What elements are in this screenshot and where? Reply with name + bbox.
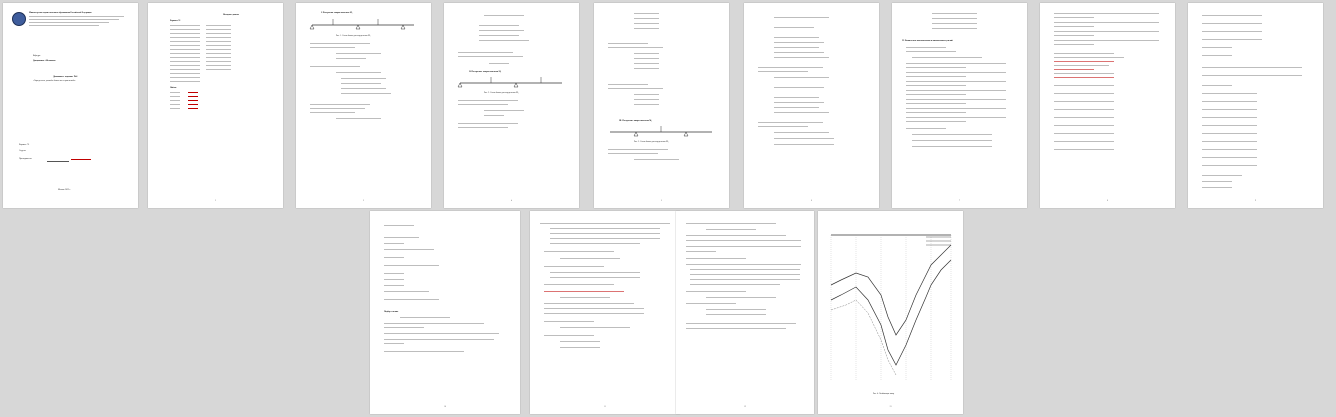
- equation: [1202, 15, 1262, 16]
- equation: [774, 97, 819, 98]
- equation: [932, 23, 977, 24]
- equation: [706, 314, 766, 315]
- given-row: [206, 61, 231, 62]
- section-heading: I. Построение эпюры моментов M₁: [321, 12, 353, 14]
- given-row: [206, 49, 231, 50]
- equation: [1202, 31, 1262, 32]
- document-page-12: [676, 211, 814, 414]
- text-line: [544, 303, 634, 304]
- equation: [384, 273, 404, 274]
- equation: [932, 18, 977, 19]
- equation: [634, 68, 659, 69]
- text-line: [608, 84, 648, 85]
- page-number: 5: [661, 200, 662, 202]
- equation: [1202, 109, 1257, 110]
- document-page-1: [3, 3, 138, 208]
- text-line: [384, 237, 419, 238]
- answer-line: [686, 323, 796, 324]
- find-row-highlight: [188, 100, 198, 101]
- given-row: [170, 73, 200, 74]
- given-row: [170, 81, 200, 82]
- equation: [1202, 23, 1262, 24]
- page-number: 6: [811, 200, 812, 202]
- answer-line: [686, 328, 786, 329]
- equation: [550, 243, 640, 244]
- equation: [774, 77, 829, 78]
- page-number: 3: [363, 200, 364, 202]
- city-year: Москва 2022 г.: [58, 189, 71, 191]
- equation: [906, 90, 1006, 91]
- university-logo: [12, 12, 26, 26]
- given-row: [170, 53, 200, 54]
- equation: [906, 117, 1006, 118]
- given-row: [206, 25, 231, 26]
- document-page-7: [892, 3, 1027, 208]
- department-name: Кафедра: [33, 55, 41, 57]
- given-row: [206, 33, 231, 34]
- equation: [774, 17, 829, 18]
- text-line: [544, 251, 614, 252]
- text-line: [608, 43, 648, 44]
- text-line: [458, 127, 508, 128]
- equation: [774, 37, 819, 38]
- equation: [550, 233, 660, 234]
- find-row-highlight: [188, 104, 198, 105]
- text-line: [906, 121, 966, 122]
- find-row: [170, 92, 180, 93]
- equation: [706, 309, 766, 310]
- text-line: [686, 235, 786, 236]
- equation: [550, 238, 660, 239]
- equation: [634, 63, 659, 64]
- equation: [932, 13, 977, 14]
- equation: [774, 57, 829, 58]
- text-line-highlight: [1054, 69, 1094, 70]
- organization-name: Министерство науки и высшего образования Российской Федерации: [29, 12, 92, 14]
- equation: [1054, 93, 1114, 94]
- equation: [1202, 75, 1302, 76]
- text-line-highlight: [544, 291, 624, 292]
- equation: [686, 251, 716, 252]
- equation: [1054, 40, 1159, 41]
- figure-caption: Рис. 4. Огибающая эпюр: [873, 393, 895, 395]
- equation: [774, 144, 834, 145]
- given-row: [206, 45, 231, 46]
- text-line: [608, 153, 658, 154]
- equation: [384, 339, 494, 340]
- text-line: [458, 104, 508, 105]
- text-line: [686, 303, 736, 304]
- text-line: [1202, 175, 1242, 176]
- equation: [560, 297, 610, 298]
- text-line: [458, 100, 518, 101]
- equation: [1202, 125, 1257, 126]
- equation: [479, 25, 519, 26]
- equation: [1202, 187, 1232, 188]
- given-heading: Исходные данные: [223, 14, 240, 16]
- beam-diagram: [456, 76, 566, 90]
- equation: [1202, 133, 1257, 134]
- find-row-highlight: [188, 92, 198, 93]
- page-number: 2: [215, 200, 216, 202]
- equation: [560, 327, 630, 328]
- equation: [686, 264, 801, 265]
- text-line: [1054, 44, 1094, 45]
- equation: [912, 146, 992, 147]
- equation: [774, 87, 824, 88]
- figure-caption: Рис. 1. Схема балки для определения M₁: [336, 35, 371, 37]
- equation: [1054, 109, 1114, 110]
- equation: [634, 23, 659, 24]
- equation: [1202, 157, 1257, 158]
- equation: [540, 223, 670, 224]
- equation: [400, 317, 450, 318]
- text-line: [310, 47, 355, 48]
- text-line: [906, 67, 966, 68]
- given-row: [170, 65, 200, 66]
- equation: [479, 40, 529, 41]
- equation: [932, 28, 977, 29]
- text-line: [458, 52, 513, 53]
- envelope-diagram: [826, 225, 956, 390]
- find-row: [170, 104, 180, 105]
- equation: [774, 112, 829, 113]
- equation: [774, 42, 824, 43]
- equation: [384, 249, 434, 250]
- document-page-6: [744, 3, 879, 208]
- find-row: [170, 96, 180, 97]
- document-page-13: [818, 211, 963, 414]
- text-line: [29, 16, 124, 17]
- equation: [906, 108, 1006, 109]
- equation: [690, 284, 780, 285]
- equation: [1054, 141, 1114, 142]
- equation: [1202, 85, 1232, 86]
- given-row: [206, 57, 231, 58]
- equation: [336, 53, 381, 54]
- equation: [912, 140, 992, 141]
- given-row: [170, 29, 200, 30]
- equation: [774, 52, 824, 53]
- document-page-3: [296, 3, 431, 208]
- beam-diagram: [308, 18, 418, 32]
- text-line: [29, 22, 109, 23]
- given-row: [170, 61, 200, 62]
- equation: [341, 93, 391, 94]
- page-number: 8: [1107, 200, 1108, 202]
- equation: [1054, 149, 1114, 150]
- text-line-highlight: [1054, 61, 1114, 62]
- text-line-highlight: [1054, 77, 1114, 78]
- equation: [634, 159, 679, 160]
- equation: [686, 240, 801, 241]
- equation: [384, 243, 404, 244]
- equation: [484, 15, 524, 16]
- equation: [1054, 31, 1159, 32]
- equation: [550, 277, 640, 278]
- equation: [1202, 93, 1257, 94]
- text-line: [384, 323, 484, 324]
- text-line: [758, 126, 808, 127]
- equation: [1054, 117, 1114, 118]
- text-line: [310, 43, 370, 44]
- page-number: 13: [889, 406, 892, 408]
- given-row: [170, 57, 200, 58]
- given-row: [206, 29, 231, 30]
- text-line: [1054, 53, 1114, 54]
- text-line: [906, 76, 966, 77]
- equation: [1054, 133, 1114, 134]
- equation: [906, 99, 1006, 100]
- equation: [336, 72, 381, 73]
- equation: [774, 102, 824, 103]
- teacher-name: [71, 159, 91, 160]
- equation: [1202, 141, 1257, 142]
- text-line: [608, 47, 663, 48]
- given-row: [170, 69, 200, 70]
- equation: [706, 229, 756, 230]
- equation: [1202, 39, 1262, 40]
- equation: [1202, 117, 1257, 118]
- document-page-4: [444, 3, 579, 208]
- document-page-9: [1188, 3, 1323, 208]
- equation: [912, 57, 982, 58]
- text-line: [906, 85, 966, 86]
- text-line: [544, 266, 604, 267]
- given-row: [170, 49, 200, 50]
- given-row: [170, 41, 200, 42]
- equation: [1202, 165, 1257, 166]
- equation: [912, 134, 992, 135]
- find-label: Найти:: [170, 87, 177, 89]
- document-page-5: [594, 3, 729, 208]
- equation: [1202, 101, 1257, 102]
- section-heading: II. Построение эпюры моментов M₂: [469, 71, 502, 73]
- variant-heading: Вариант 76: [170, 20, 181, 22]
- text-line: [458, 56, 523, 57]
- document-page-8: [1040, 3, 1175, 208]
- equation: [384, 285, 404, 286]
- equation: [906, 63, 1006, 64]
- text-line: [29, 25, 99, 26]
- text-line: [384, 327, 424, 328]
- equation: [634, 58, 659, 59]
- equation: [906, 72, 1006, 73]
- equation: [544, 313, 644, 314]
- text-line: [1054, 17, 1094, 18]
- text-line: [906, 94, 966, 95]
- text-line: [458, 123, 518, 124]
- given-row: [206, 53, 231, 54]
- equation: [560, 347, 600, 348]
- given-row: [170, 25, 200, 26]
- text-line: [1054, 65, 1109, 66]
- text-line: [310, 66, 360, 67]
- page-number: 10: [444, 406, 446, 408]
- text-line: [310, 108, 365, 109]
- document-page-2: [148, 3, 283, 208]
- text-line: [758, 71, 808, 72]
- equation: [336, 118, 381, 119]
- text-line: [310, 104, 370, 105]
- text-line: [384, 351, 464, 352]
- text-line: [758, 67, 823, 68]
- task-subtitle: «Определение усилий в балках по теории изгиба»: [33, 80, 76, 82]
- equation: [774, 27, 814, 28]
- figure-caption: Рис. 3. Схема балки для определения M₃: [634, 141, 669, 143]
- text-line: [906, 103, 966, 104]
- teacher-label: Преподаватель: [19, 158, 32, 160]
- signature-line: [47, 161, 69, 162]
- given-row: [206, 65, 231, 66]
- equation: [384, 299, 439, 300]
- equation: [484, 115, 504, 116]
- section-heading: IV. Вычисление максимальных и минимальных усилий: [902, 40, 953, 42]
- given-row: [206, 37, 231, 38]
- text-line: [1054, 57, 1124, 58]
- equation: [634, 53, 659, 54]
- task-title: Домашнее задание №4: [53, 75, 78, 78]
- page-number: 9: [1255, 200, 1256, 202]
- equation: [341, 88, 386, 89]
- equation: [1054, 13, 1159, 14]
- equation: [906, 81, 1006, 82]
- equation: [560, 258, 620, 259]
- text-line: [906, 51, 956, 52]
- equation: [706, 297, 776, 298]
- equation: [1054, 85, 1114, 86]
- equation: [479, 35, 519, 36]
- find-row-highlight: [188, 108, 198, 109]
- equation: [774, 47, 819, 48]
- equation: [384, 225, 414, 226]
- equation: [1202, 47, 1232, 48]
- equation: [634, 99, 659, 100]
- given-row: [206, 69, 231, 70]
- text-line: [686, 258, 746, 259]
- text-line: [906, 47, 946, 48]
- given-row: [170, 45, 200, 46]
- equation: [544, 308, 644, 309]
- equation: [1054, 22, 1159, 23]
- find-row: [170, 100, 180, 101]
- text-line: [686, 223, 776, 224]
- page-number: 11: [604, 406, 606, 408]
- variant-label: Вариант: 76: [19, 144, 30, 146]
- equation: [479, 30, 524, 31]
- equation: [634, 104, 659, 105]
- equation: [384, 343, 404, 344]
- text-line: [608, 149, 668, 150]
- discipline-line: Дисциплина «Механика»: [33, 60, 56, 62]
- equation: [690, 274, 800, 275]
- equation: [384, 257, 404, 258]
- equation: [774, 107, 819, 108]
- page-number: 4: [511, 200, 512, 202]
- equation: [1054, 125, 1114, 126]
- text-line: [544, 321, 594, 322]
- text-line: [758, 122, 823, 123]
- equation: [1202, 181, 1232, 182]
- equation: [384, 265, 439, 266]
- document-page-11: [530, 211, 680, 414]
- text-line: [608, 88, 663, 89]
- equation: [1202, 67, 1302, 68]
- text-line: [906, 112, 966, 113]
- equation: [384, 333, 499, 334]
- equation: [686, 246, 801, 247]
- equation: [690, 279, 800, 280]
- equation: [489, 63, 509, 64]
- equation: [1054, 101, 1114, 102]
- text-line: [686, 291, 746, 292]
- text-line: [544, 284, 614, 285]
- beam-diagram: [606, 125, 716, 139]
- given-row: [170, 37, 200, 38]
- equation: [384, 291, 429, 292]
- equation: [336, 58, 366, 59]
- equation: [774, 138, 834, 139]
- figure-caption: Рис. 2. Схема балки для определения M₂: [484, 92, 519, 94]
- equation: [484, 110, 524, 111]
- equation: [1202, 149, 1257, 150]
- equation: [634, 13, 659, 14]
- given-row: [170, 33, 200, 34]
- given-row: [170, 77, 200, 78]
- text-line: [1054, 73, 1114, 74]
- equation: [341, 83, 381, 84]
- text-line: [1054, 35, 1094, 36]
- equation: [774, 132, 829, 133]
- equation: [1202, 55, 1232, 56]
- section-heading: Подбор сечения: [384, 311, 399, 313]
- equation: [634, 28, 659, 29]
- equation: [634, 94, 659, 95]
- equation: [634, 18, 659, 19]
- document-page-10: [370, 211, 520, 414]
- find-row-highlight: [188, 96, 198, 97]
- find-row: [170, 108, 180, 109]
- text-line: [310, 112, 355, 113]
- equation: [384, 279, 404, 280]
- student-label: Студент: [19, 150, 26, 152]
- text-line: [544, 335, 594, 336]
- equation: [550, 228, 660, 229]
- given-row: [206, 41, 231, 42]
- text-line: [1054, 26, 1094, 27]
- equation: [690, 269, 800, 270]
- equation: [550, 272, 640, 273]
- text-line: [29, 19, 119, 20]
- equation: [341, 78, 386, 79]
- equation: [560, 341, 600, 342]
- text-line: [906, 128, 946, 129]
- page-number: 12: [744, 406, 746, 408]
- section-heading: III. Построение эпюры моментов M₃: [619, 120, 652, 122]
- page-number: 7: [959, 200, 960, 202]
